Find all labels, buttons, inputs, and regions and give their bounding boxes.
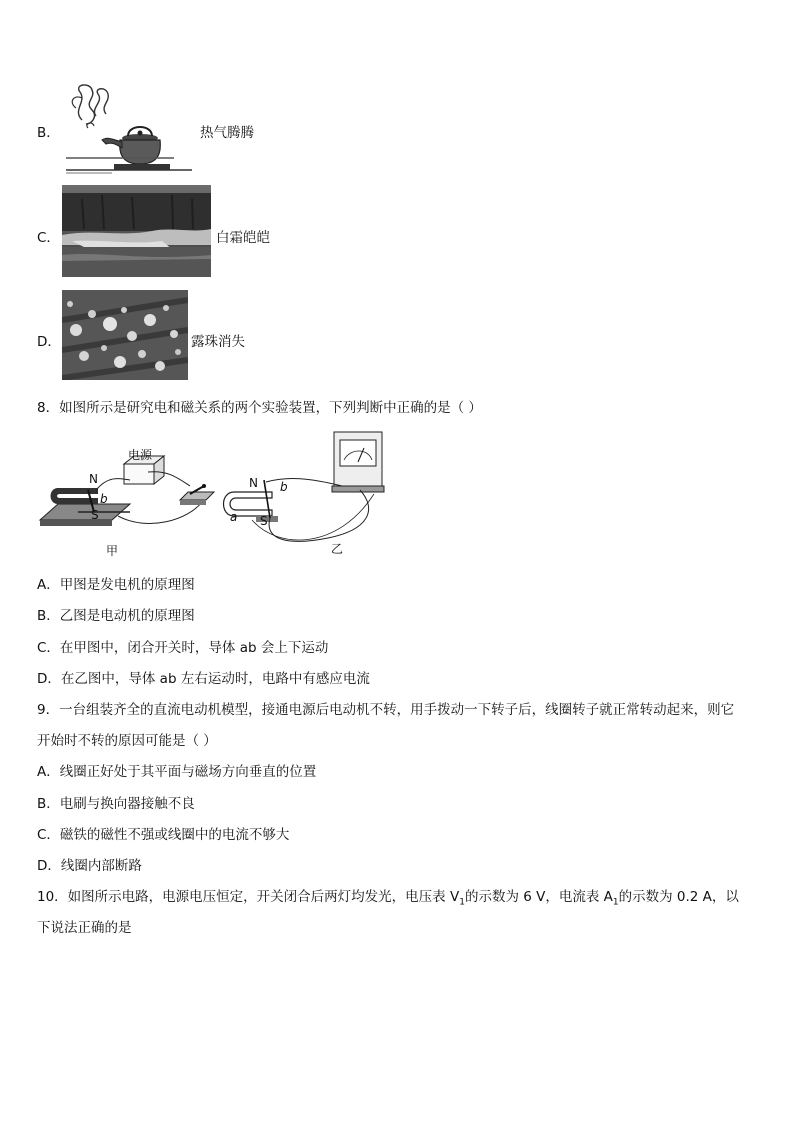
q8-option-a: A．甲图是发电机的原理图 <box>37 577 195 593</box>
option-letter-d: D． <box>37 334 61 350</box>
q10-stem-part2: 的示数为 6 V，电流表 A <box>464 889 613 905</box>
yi-label-n: N <box>249 476 258 490</box>
jia-power-label: 电源 <box>128 448 153 462</box>
q9-option-b: B．电刷与换向器接触不良 <box>37 796 195 812</box>
steaming-kettle-illustration <box>62 80 197 176</box>
q8-stem: 8．如图所示是研究电和磁关系的两个实验装置，下列判断中正确的是（ ） <box>37 400 482 416</box>
q9-stem-line1: 9．一台组装齐全的直流电动机模型，接通电源后电动机不转，用手拨动一下转子后，线圈转子就正常转动起来，则它 <box>37 702 735 718</box>
q9-option-a: A．线圈正好处于其平面与磁场方向垂直的位置 <box>37 764 317 780</box>
frost-landscape-illustration <box>62 185 211 277</box>
q8-option-b: B．乙图是电动机的原理图 <box>37 608 195 624</box>
yi-label-a: a <box>230 510 238 524</box>
q9-option-c: C．磁铁的磁性不强或线圈中的电流不够大 <box>37 827 290 843</box>
option-letter-b: B． <box>37 125 60 141</box>
q9-stem-line2: 开始时不转的原因可能是（ ） <box>37 733 217 749</box>
q8-option-d: D．在乙图中，导体 ab 左右运动时，电路中有感应电流 <box>37 671 370 687</box>
option-b-caption: 热气腾腾 <box>200 125 254 141</box>
yi-label-b: b <box>280 480 288 494</box>
q8-option-c: C．在甲图中，闭合开关时，导体 ab 会上下运动 <box>37 640 329 656</box>
option-letter-c: C． <box>37 230 60 246</box>
option-c-caption: 白霜皑皑 <box>216 230 270 246</box>
jia-label-n: N <box>89 472 98 486</box>
q8-figure <box>38 420 398 560</box>
dew-drops-image <box>62 290 188 380</box>
jia-label-b: b <box>100 492 108 506</box>
dew-drops-illustration <box>62 290 188 380</box>
q10-sub-v1: 1 <box>459 897 465 908</box>
jia-figure-label: 甲 <box>106 544 119 558</box>
kettle-image <box>62 80 197 176</box>
electromagnet-experiments-diagram <box>38 420 398 560</box>
frost-landscape-image <box>62 185 211 277</box>
yi-figure-label: 乙 <box>331 542 344 556</box>
q10-stem-part1: 10．如图所示电路，电源电压恒定，开关闭合后两灯均发光，电压表 V <box>37 889 460 905</box>
q10-sub-a1: 1 <box>612 897 619 908</box>
q10-stem-line2: 下说法正确的是 <box>37 920 132 936</box>
yi-label-s: S <box>260 514 268 528</box>
option-d-caption: 露珠消失 <box>191 334 245 350</box>
q10-stem-line1 <box>37 885 739 908</box>
q9-option-d: D．线圈内部断路 <box>37 858 142 874</box>
q10-stem-part3: 的示数为 0.2 A，以 <box>618 889 739 905</box>
jia-label-s: S <box>91 508 99 522</box>
